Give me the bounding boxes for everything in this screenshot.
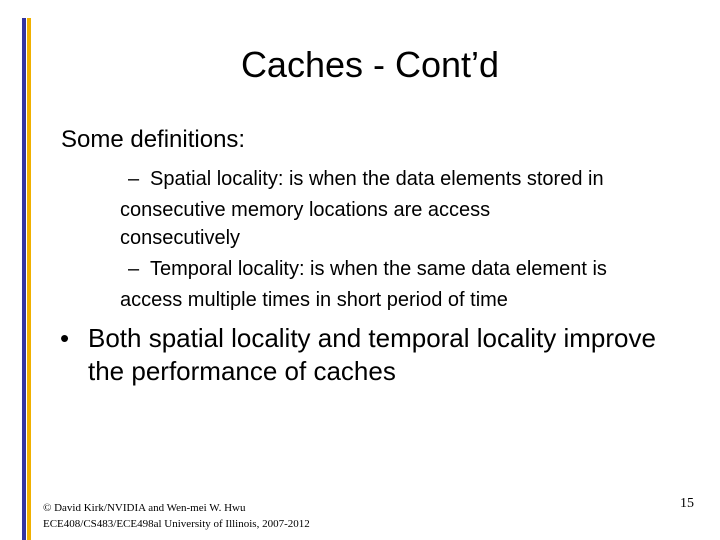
definition-line: consecutively [120,227,241,249]
definition-line: access multiple times in short period of time [120,289,508,311]
left-accent-bar-gold [27,18,31,540]
left-accent-bar-blue [22,18,26,540]
page-number: 15 [680,496,694,511]
bullet-line: Both spatial locality and temporal locality improve [88,323,656,353]
bullet-line: the performance of caches [88,356,396,386]
bullet-marker: • [60,323,70,353]
dash-marker: – [128,168,140,190]
footer-line: © David Kirk/NVIDIA and Wen-mei W. Hwu [43,502,246,514]
definition-line: Temporal locality: is when the same data element is [150,258,607,280]
definitions-intro: Some definitions: [61,126,246,153]
definition-line: consecutive memory locations are access [120,199,491,221]
dash-marker: – [128,258,140,280]
slide-title: Caches - Cont’d [240,44,500,85]
footer-line: ECE408/CS483/ECE498al University of Illinois, 2007-2012 [43,518,310,530]
definition-line: Spatial locality: is when the data elements stored in [150,168,604,190]
footer-copyright [43,500,310,532]
